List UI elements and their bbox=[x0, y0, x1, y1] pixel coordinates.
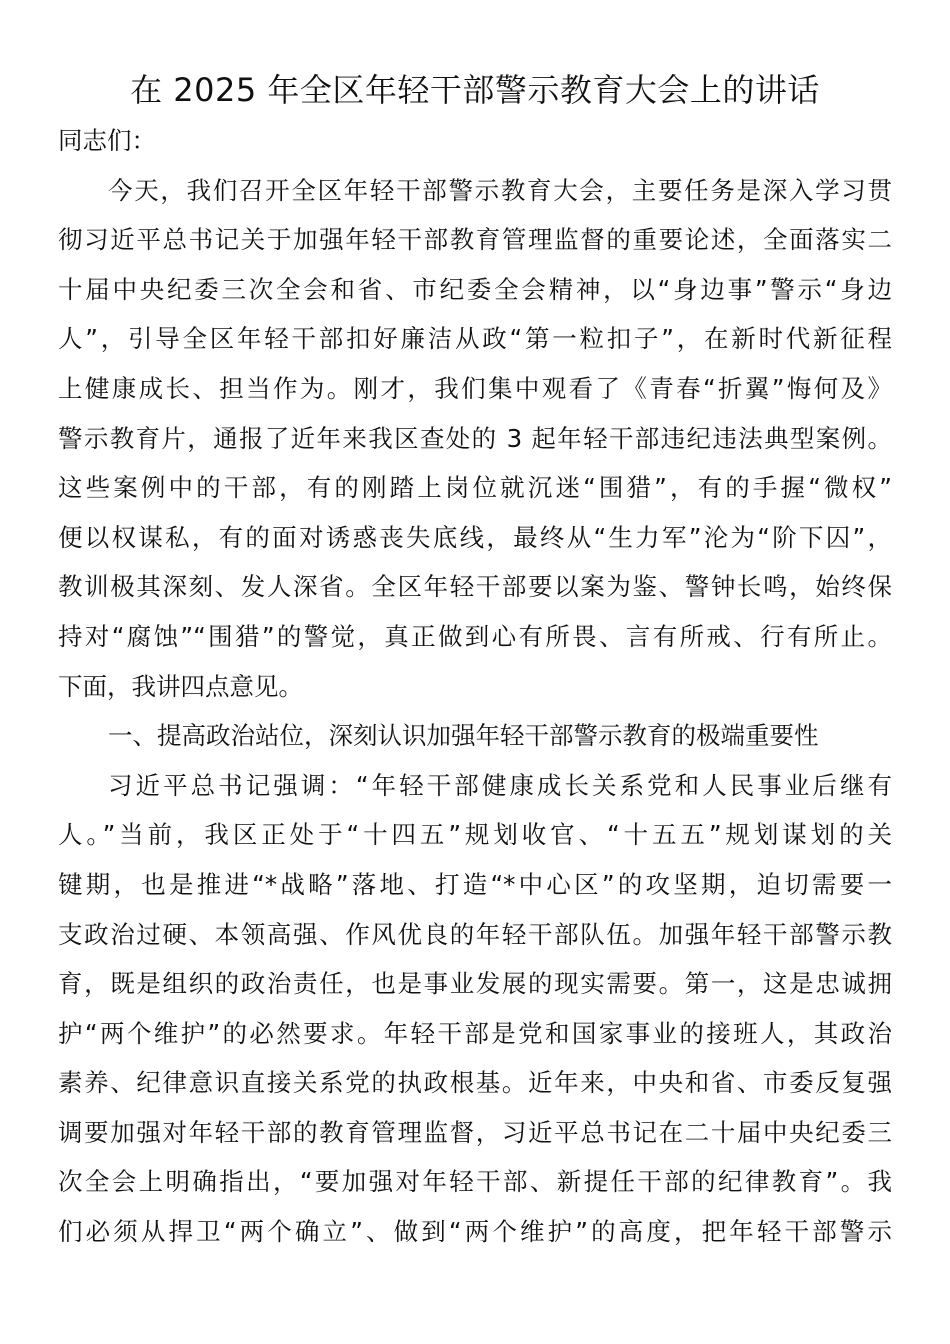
paragraph-line: 人。”当前，我区正处于“十四五”规划收官、“十五五”规划谋划的关 bbox=[58, 820, 892, 850]
paragraph-line: 下面，我讲四点意见。 bbox=[58, 671, 303, 701]
paragraph-line: 教训极其深刻、发人深省。全区年轻干部要以案为鉴、警钟长鸣，始终保 bbox=[58, 572, 892, 602]
paragraph-line: 调要加强对年轻干部的教育管理监督，习近平总书记在二十届中央纪委三 bbox=[58, 1117, 892, 1147]
paragraph-line: 人”，引导全区年轻干部扣好廉洁从政“第一粒扣子”，在新时代新征程 bbox=[58, 324, 892, 354]
paragraph-line: 键期，也是推进“*战略”落地、打造“*中心区”的攻坚期，迫切需要一 bbox=[58, 869, 892, 899]
paragraph-line: 护“两个维护”的必然要求。年轻干部是党和国家事业的接班人，其政治 bbox=[58, 1018, 892, 1048]
paragraph-line: 次全会上明确指出，“要加强对年轻干部、新提任干部的纪律教育”。我 bbox=[58, 1167, 892, 1197]
paragraph-line: 今天，我们召开全区年轻干部警示教育大会，主要任务是深入学习贯 bbox=[108, 175, 892, 205]
document-body bbox=[58, 116, 892, 1257]
salutation-line: 同志们： bbox=[58, 126, 156, 155]
paragraph-line: 上健康成长、担当作为。刚才，我们集中观看了《青春“折翼”悔何及》 bbox=[58, 373, 892, 403]
section-heading: 一、提高政治站位，深刻认识加强年轻干部警示教育的极端重要性 bbox=[108, 721, 819, 751]
paragraph-line: 这些案例中的干部，有的刚踏上岗位就沉迷“围猎”，有的手握“微权” bbox=[58, 473, 892, 503]
paragraph-line: 们必须从捍卫“两个确立”、做到“两个维护”的高度，把年轻干部警示 bbox=[58, 1217, 892, 1247]
paragraph-line: 习近平总书记强调：“年轻干部健康成长关系党和人民事业后继有 bbox=[108, 770, 892, 800]
paragraph-line: 育，既是组织的政治责任，也是事业发展的现实需要。第一，这是忠诚拥 bbox=[58, 969, 892, 999]
paragraph-line: 持对“腐蚀”“围猎”的警觉，真正做到心有所畏、言有所戒、行有所止。 bbox=[58, 621, 892, 651]
paragraph-line: 十届中央纪委三次全会和省、市纪委全会精神，以“身边事”警示“身边 bbox=[58, 274, 892, 304]
paragraph-line: 素养、纪律意识直接关系党的执政根基。近年来，中央和省、市委反复强 bbox=[58, 1068, 892, 1098]
document-title: 在 2025 年全区年轻干部警示教育大会上的讲话 bbox=[130, 71, 820, 109]
paragraph-line: 支政治过硬、本领高强、作风优良的年轻干部队伍。加强年轻干部警示教 bbox=[58, 919, 892, 949]
paragraph-line: 便以权谋私，有的面对诱惑丧失底线，最终从“生力军”沦为“阶下囚”， bbox=[58, 522, 892, 552]
paragraph-line: 警示教育片，通报了近年来我区查处的 3 起年轻干部违纪违法典型案例。 bbox=[58, 423, 892, 453]
paragraph-line: 彻习近平总书记关于加强年轻干部教育管理监督的重要论述，全面落实二 bbox=[58, 225, 892, 255]
